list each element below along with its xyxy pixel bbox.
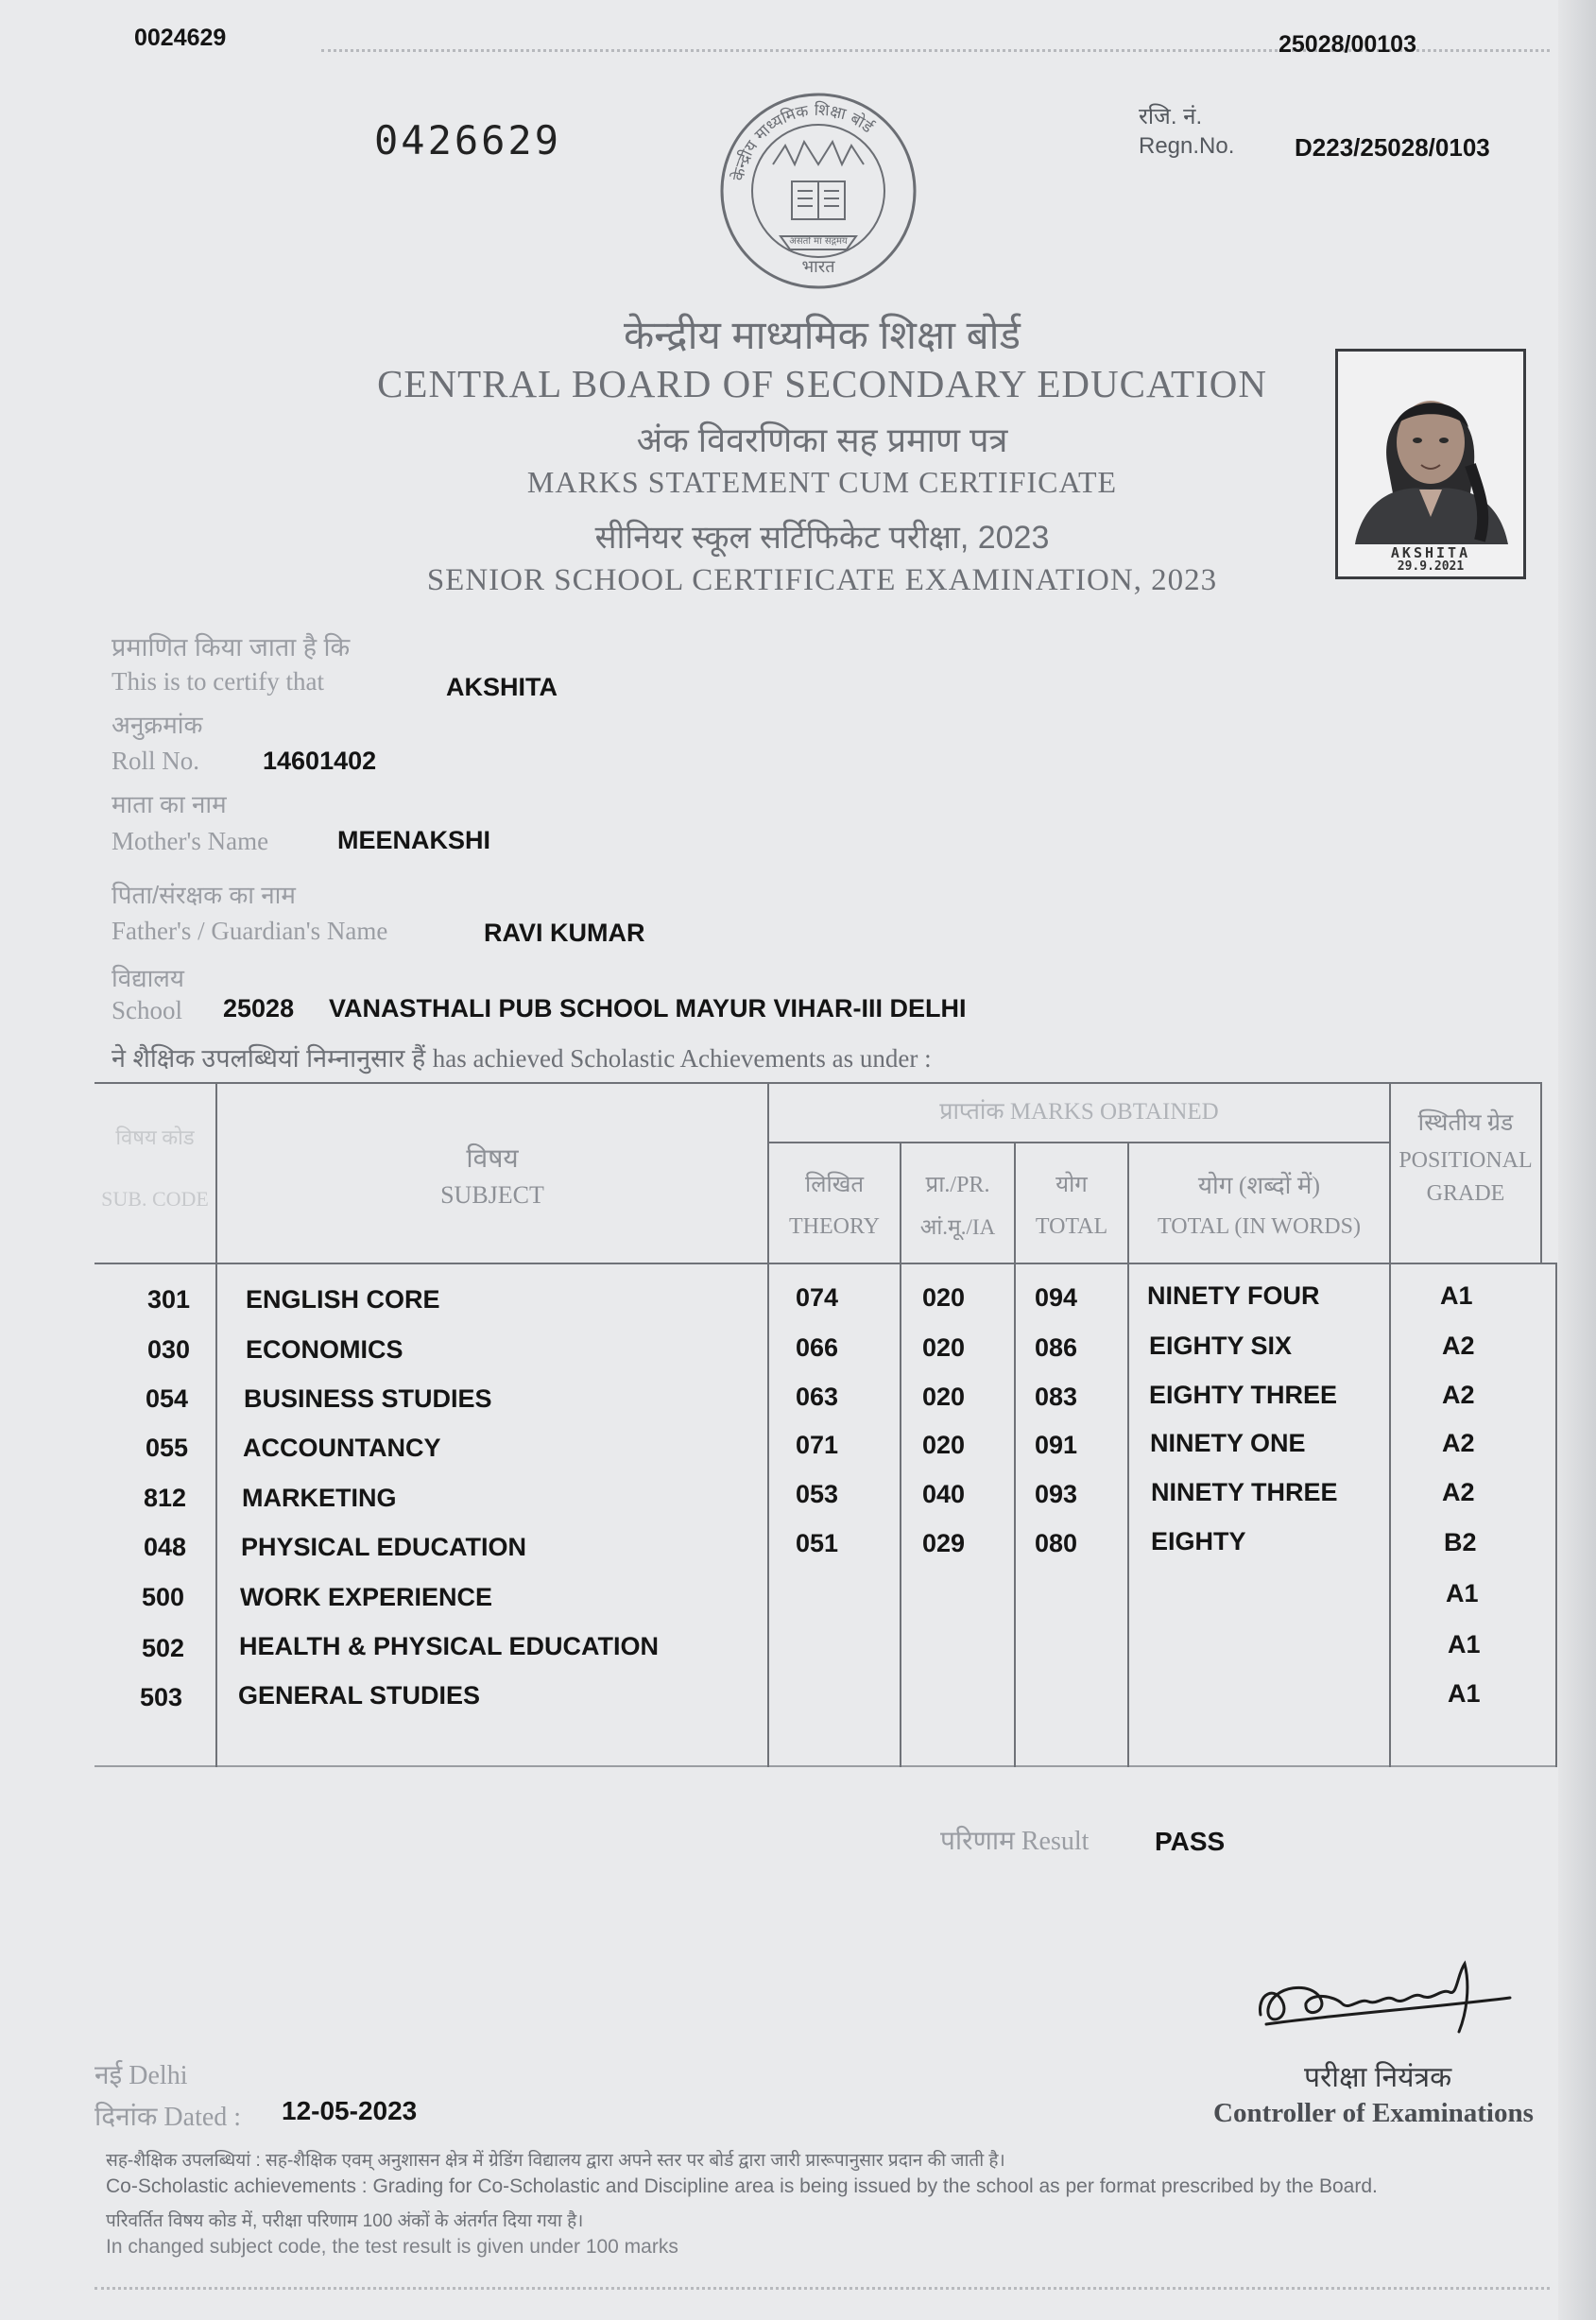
achieved-label — [112, 1040, 932, 1074]
signature-text: Bhardwaj — [1351, 1968, 1396, 1978]
row-subject: PHYSICAL EDUCATION — [241, 1533, 527, 1561]
cbse-seal-icon — [714, 87, 922, 295]
father-name: RAVI KUMAR — [484, 919, 645, 947]
row-code: 055 — [146, 1434, 189, 1462]
achieved-label-english: has achieved Scholastic Achievements as under : — [432, 1044, 932, 1073]
row-code: 503 — [140, 1683, 183, 1711]
roll-number: 14601402 — [263, 747, 377, 775]
row-subject: ACCOUNTANCY — [243, 1434, 441, 1462]
row-total: 091 — [1035, 1431, 1078, 1459]
certificate-title: MARKS STATEMENT CUM CERTIFICATE — [526, 465, 1118, 499]
header-total: TOTAL — [1035, 1214, 1108, 1239]
seal-motto: असतो मा सद्गमय — [789, 236, 848, 247]
row-subject: ECONOMICS — [246, 1335, 403, 1364]
certificate-title-hindi: अंक विवरणिका सह प्रमाण पत्र — [636, 421, 1008, 459]
regn-number: D223/25028/0103 — [1295, 133, 1490, 162]
header-marks-hindi: प्राप्तांक — [939, 1099, 1004, 1125]
row-total: 086 — [1035, 1333, 1078, 1362]
candidate-portrait-icon — [1338, 352, 1523, 544]
certify-label-hindi: प्रमाणित किया जाता है कि — [112, 633, 351, 662]
paper-edge — [1558, 0, 1596, 2320]
seal-bottom-text: भारत — [801, 257, 835, 277]
row-grade: A1 — [1446, 1579, 1479, 1607]
board-title-hindi: केन्द्रीय माध्यमिक शिक्षा बोर्ड — [624, 313, 1021, 357]
row-grade: A1 — [1448, 1630, 1481, 1658]
row-subject: BUSINESS STUDIES — [244, 1384, 492, 1413]
row-code: 500 — [142, 1583, 185, 1611]
result-label-english: Result — [1021, 1827, 1090, 1856]
row-grade: A1 — [1448, 1679, 1481, 1708]
row-theory: 051 — [796, 1529, 839, 1557]
candidate-name: AKSHITA — [446, 673, 558, 701]
row-grade: A2 — [1442, 1332, 1475, 1360]
row-theory: 071 — [796, 1431, 839, 1459]
result-label-hindi: परिणाम — [940, 1827, 1015, 1856]
row-total-words: EIGHTY THREE — [1149, 1381, 1338, 1409]
photo-date: 29.9.2021 — [1397, 559, 1465, 574]
footnote-cosch: Co-Scholastic achievements : Grading for Co-Scholastic and Discipline area is being issued by the school as per format prescribed by the Board. — [106, 2175, 1378, 2197]
school-label-hindi: विद्यालय — [112, 964, 185, 992]
result-value: PASS — [1155, 1827, 1226, 1856]
row-code: 048 — [144, 1533, 187, 1561]
footnote-subject-code-hindi: परिवर्तित विषय कोड में, परीक्षा परिणाम 100 अंकों के अंतर्गत दिया गया है। — [106, 2211, 584, 2231]
row-theory: 074 — [796, 1283, 839, 1312]
roll-label-hindi: अनुक्रमांक — [112, 711, 203, 739]
top-left-code: 0024629 — [134, 25, 227, 51]
row-practical: 020 — [922, 1383, 966, 1411]
row-total: 083 — [1035, 1383, 1078, 1411]
controller-title: Controller of Examinations — [1213, 2098, 1534, 2128]
row-total: 093 — [1035, 1480, 1078, 1508]
row-total-words: NINETY THREE — [1151, 1478, 1338, 1506]
header-subject: SUBJECT — [440, 1181, 544, 1209]
row-practical: 020 — [922, 1283, 966, 1312]
regn-label: Regn.No. — [1139, 133, 1235, 159]
row-theory: 063 — [796, 1383, 839, 1411]
top-right-code: 25028/00103 — [1279, 31, 1416, 58]
school-label: School — [112, 996, 183, 1024]
row-total-words: NINETY ONE — [1150, 1429, 1306, 1457]
row-total: 080 — [1035, 1529, 1078, 1557]
school-code: 25028 — [223, 994, 295, 1023]
row-code: 812 — [144, 1484, 187, 1512]
exam-title-hindi: सीनियर स्कूल सर्टिफिकेट परीक्षा, 2023 — [594, 520, 1050, 556]
header-practical: प्रा./PR. — [925, 1173, 990, 1197]
header-grade-hindi: स्थितीय ग्रेड — [1417, 1110, 1514, 1136]
row-code: 054 — [146, 1384, 189, 1413]
row-grade: A2 — [1442, 1381, 1475, 1409]
row-theory: 066 — [796, 1333, 839, 1362]
row-practical: 029 — [922, 1529, 966, 1557]
certify-label: This is to certify that — [112, 667, 324, 696]
row-subject: HEALTH & PHYSICAL EDUCATION — [239, 1632, 660, 1660]
row-code: 301 — [147, 1285, 191, 1314]
exam-title: SENIOR SCHOOL CERTIFICATE EXAMINATION, 2023 — [426, 563, 1218, 597]
row-code: 502 — [142, 1634, 185, 1662]
row-subject: GENERAL STUDIES — [238, 1681, 481, 1710]
row-grade: A2 — [1442, 1478, 1475, 1506]
row-code: 030 — [147, 1335, 191, 1364]
header-code-hindi: विषय कोड — [115, 1126, 195, 1149]
header-total-hindi: योग — [1055, 1173, 1088, 1197]
header-words-hindi: योग (शब्दों में) — [1197, 1172, 1321, 1199]
row-total: 094 — [1035, 1283, 1078, 1312]
row-practical: 020 — [922, 1431, 966, 1459]
board-title: CENTRAL BOARD OF SECONDARY EDUCATION — [377, 362, 1267, 405]
footnote-subject-code: In changed subject code, the test result is given under 100 marks — [106, 2236, 678, 2258]
row-subject: WORK EXPERIENCE — [240, 1583, 493, 1611]
place-label: नई Delhi — [94, 2061, 188, 2090]
row-total-words: NINETY FOUR — [1147, 1281, 1320, 1310]
header-internal-assessment: आं.मू./IA — [919, 1215, 996, 1239]
header-code: SUB. CODE — [101, 1187, 209, 1211]
header-subject-hindi: विषय — [466, 1144, 519, 1174]
father-label: Father's / Guardian's Name — [112, 917, 388, 945]
row-practical: 040 — [922, 1480, 966, 1508]
mother-label: Mother's Name — [112, 827, 269, 855]
row-total-words: EIGHTY SIX — [1149, 1332, 1293, 1360]
row-theory: 053 — [796, 1480, 839, 1508]
dated-label: दिनांक Dated : — [94, 2103, 242, 2132]
header-grade-line1: POSITIONAL — [1399, 1148, 1533, 1173]
serial-number: 0426629 — [374, 117, 562, 163]
header-theory: THEORY — [789, 1214, 880, 1239]
header-theory-hindi: लिखित — [804, 1173, 865, 1197]
roll-label: Roll No. — [112, 747, 200, 775]
mother-label-hindi: माता का नाम — [112, 790, 227, 818]
result-label — [940, 1822, 1089, 1858]
mother-name: MEENAKSHI — [337, 826, 491, 854]
father-label-hindi: पिता/संरक्षक का नाम — [112, 881, 296, 909]
controller-signature — [1247, 1947, 1531, 2051]
row-subject: MARKETING — [242, 1484, 397, 1512]
svg-text:केन्द्रीय माध्यमिक शिक्षा बोर् — [729, 100, 878, 182]
issue-date: 12-05-2023 — [282, 2096, 418, 2125]
row-practical: 020 — [922, 1333, 966, 1362]
row-subject: ENGLISH CORE — [246, 1285, 440, 1314]
controller-title-hindi: परीक्षा नियंत्रक — [1304, 2062, 1452, 2093]
header-grade-line2: GRADE — [1426, 1181, 1505, 1206]
header-marks — [769, 1094, 1389, 1129]
photo-name: AKSHITA — [1390, 544, 1471, 561]
footnote-cosch-hindi: सह-शैक्षिक उपलब्धियां : सह-शैक्षिक एवम् अनुशासन क्षेत्र में ग्रेडिंग विद्यालय द्वारा अपने स्तर पर बोर्ड द्वारा जारी प्रारूपानुसार प्रदान की जाती है। — [106, 2151, 1005, 2171]
row-grade: A1 — [1440, 1281, 1473, 1310]
bottom-dotted-border — [94, 2287, 1550, 2290]
candidate-photo — [1335, 349, 1526, 579]
row-grade: B2 — [1444, 1528, 1477, 1556]
header-words: TOTAL (IN WORDS) — [1158, 1214, 1361, 1239]
achieved-label-hindi: ने शैक्षिक उपलब्धियां निम्नानुसार हैं — [112, 1044, 426, 1073]
regn-label-hindi: रजि. नं. — [1139, 104, 1203, 129]
seal-ring-text: केन्द्रीय माध्यमिक शिक्षा बोर्ड — [729, 100, 877, 182]
header-marks-english: MARKS OBTAINED — [1009, 1099, 1219, 1125]
row-total-words: EIGHTY — [1151, 1527, 1246, 1555]
row-grade: A2 — [1442, 1429, 1475, 1457]
school-name: VANASTHALI PUB SCHOOL MAYUR VIHAR-III DELHI — [329, 994, 967, 1023]
